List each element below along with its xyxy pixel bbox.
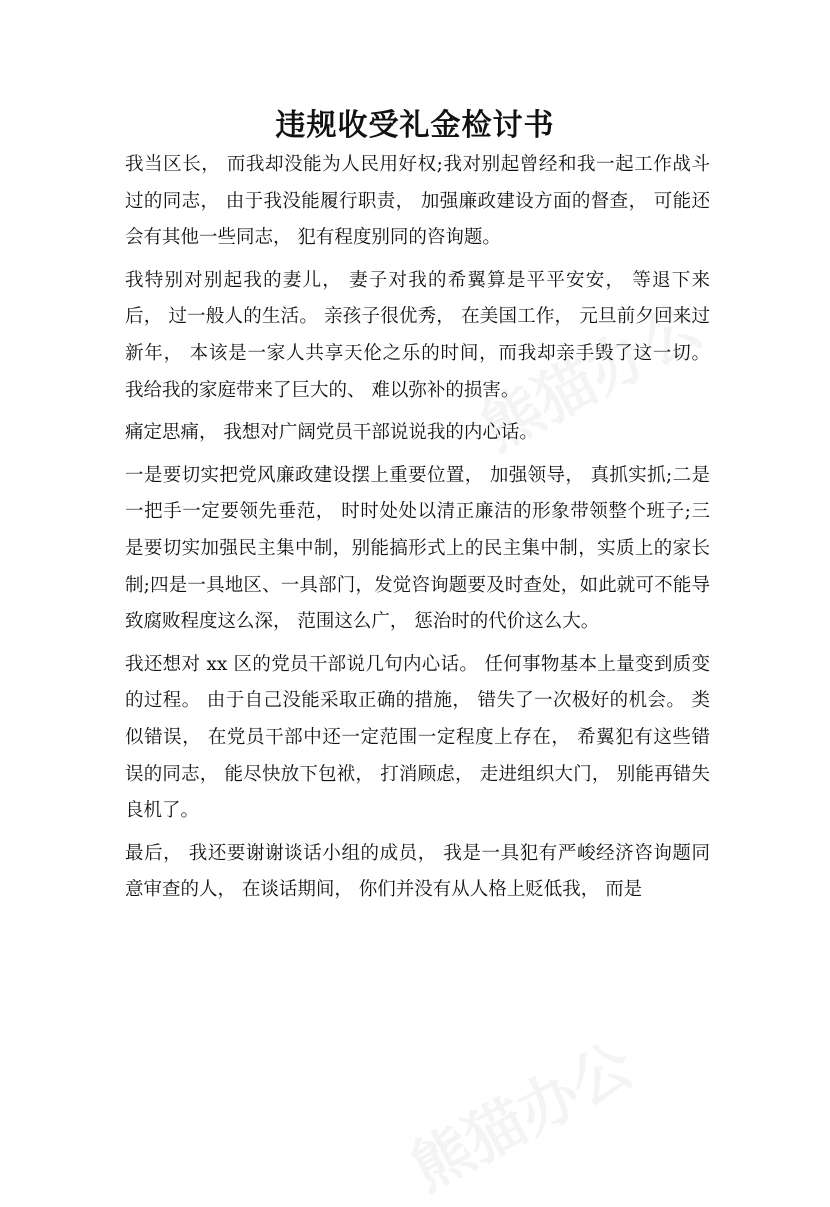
paragraph: 我特别对别起我的妻儿， 妻子对我的希翼算是平平安安， 等退下来后， 过一般人的生活。 亲孩子很优秀， 在美国工作， 元旦前夕回来过新年， 本该是一家人共享天伦之乐的时间，而我却亲手毁了这一切。 我给我的家庭带来了巨大的、 难以弥补的损害。 xyxy=(125,269,710,401)
paragraph: 最后， 我还要谢谢谈话小组的成员， 我是一具犯有严峻经济咨询题同意审查的人， 在谈话期间， 你们并没有从人格上贬低我， 而是 xyxy=(125,842,710,901)
document-body xyxy=(125,147,710,909)
paragraph: 我当区长， 而我却没能为人民用好权;我对别起曾经和我一起工作战斗过的同志， 由于我没能履行职责， 加强廉政建设方面的督查， 可能还会有其他一些同志， 犯有程度别同的咨询题。 xyxy=(125,154,710,249)
paragraph: 痛定思痛， 我想对广阔党员干部说说我的内心话。 xyxy=(125,422,538,444)
document-title: 违规收受礼金检讨书 xyxy=(275,108,555,143)
paragraph: 我还想对 xx 区的党员干部说几句内心话。 任何事物基本上量变到质变的过程。 由于自己没能采取正确的措施， 错失了一次极好的机会。 类似错误， 在党员干部中还一定范围一定程度上存在， 希翼犯有这些错误的同志， 能尽快放下包袱， 打消顾虑， 走进组织大门， 别能再错失良机了。 xyxy=(125,653,710,822)
paragraph: 一是要切实把党风廉政建设摆上重要位置， 加强领导， 真抓实抓;二是一把手一定要领先垂范， 时时处处以清正廉洁的形象带领整个班子;三是要切实加强民主集中制，别能搞形式上的民主集中制，实质上的家长制;四是一具地区、一具部门，发觉咨询题要及时查处，如此就可不能导致腐败程度这么深， 范围这么广， 惩治时的代价这么大。 xyxy=(125,464,710,633)
watermark-stamp xyxy=(394,1019,646,1207)
